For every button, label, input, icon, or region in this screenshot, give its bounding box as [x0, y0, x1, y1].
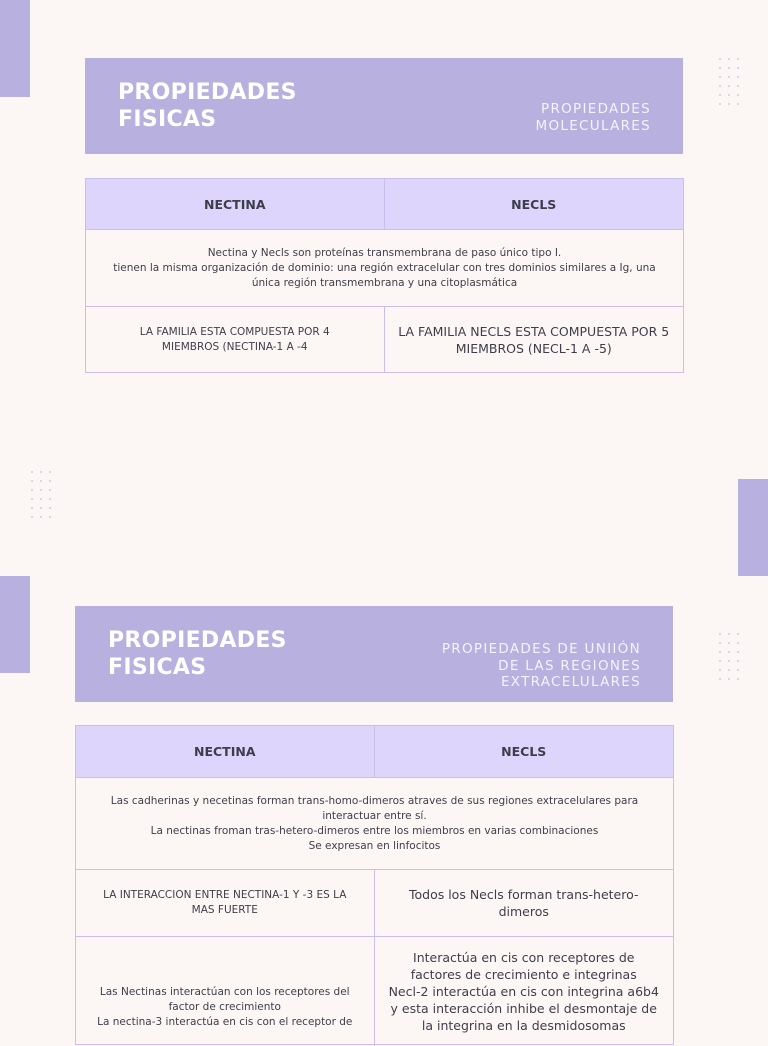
section1-title: PROPIEDADES FISICAS: [118, 80, 297, 132]
header-nectina: NECTINA: [76, 726, 375, 777]
dot-grid-middle-left: [31, 471, 58, 525]
shared-description: Nectina y Necls son proteínas transmembrana de paso único tipo I. tienen la misma organización de dominio: una región extracelular con tres dominios similares a Ig, una única región transmembrana y una citoplasmática: [113, 246, 656, 289]
left-accent-bar-bottom: [0, 576, 30, 673]
necls-interaction-cell: Todos los Necls forman trans-hetero-dimeros: [408, 887, 639, 919]
right-accent-bar-middle: [738, 479, 768, 576]
dot-grid-top-right: [719, 58, 746, 112]
necls-family-cell: LA FAMILIA NECLS ESTA COMPUESTA POR 5 MIEMBROS (NECL-1 A -5): [398, 323, 670, 356]
table-row: [86, 306, 683, 372]
header-nectina: NECTINA: [86, 179, 385, 229]
section2-subtitle: PROPIEDADES DE UNIIÓN DE LAS REGIONES EXTRACELULARES: [441, 641, 641, 690]
header-necls: NECLS: [511, 196, 557, 212]
table-row-shared: [86, 229, 683, 306]
dot-grid-bottom-right: [719, 633, 746, 687]
nectina-family-cell: LA FAMILIA ESTA COMPUESTA POR 4 MIEMBROS (NECTINA-1 A -4: [86, 307, 385, 372]
section1-banner: [85, 58, 683, 154]
table-row: [76, 869, 673, 936]
left-accent-bar-top: [0, 0, 30, 97]
table-row-shared: [76, 777, 673, 869]
table-header-row: [86, 179, 683, 229]
nectina-interaction-cell: LA INTERACCION ENTRE NECTINA-1 Y -3 ES LA MAS FUERTE: [76, 870, 375, 936]
section2-table: [75, 725, 674, 1045]
section2-title: PROPIEDADES FISICAS: [108, 628, 287, 680]
nectina-receptor-cell: Las Nectinas interactúan con los receptores del factor de crecimiento La nectina-3 interactúa en cis con el receptor de: [76, 937, 375, 1046]
section1-table: [85, 178, 684, 373]
header-necls: NECLS: [501, 744, 547, 759]
section1-subtitle: PROPIEDADES MOLECULARES: [535, 101, 651, 134]
shared-description: Las cadherinas y necetinas forman trans-homo-dimeros atraves de sus regiones extracelulares para interactuar entre sí. La nectinas froman tras-hetero-dimeros entre los miembros en varias combinaciones Se expresan en linfocitos: [110, 794, 639, 852]
table-row: [76, 936, 673, 1046]
necls-receptor-cell: Interactúa en cis con receptores de factores de crecimiento e integrinas Necl-2 interactúa en cis con integrina a6b4 y esta interacción inhibe el desmontaje de la integrina en la desmidosomas: [388, 950, 659, 1033]
table-header-row: [76, 726, 673, 777]
section2-banner: [75, 606, 673, 702]
